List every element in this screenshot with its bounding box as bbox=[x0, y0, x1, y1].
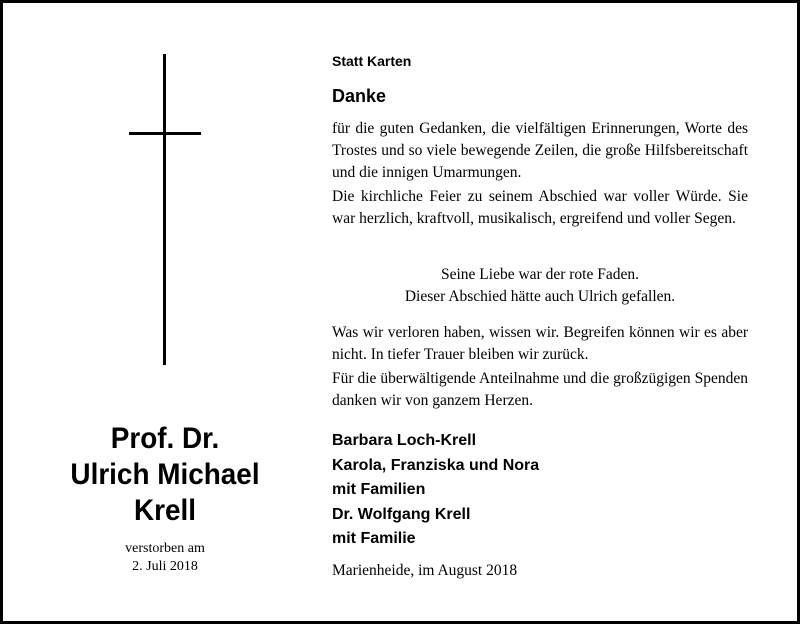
signer: Dr. Wolfgang Krell bbox=[332, 505, 471, 523]
paragraph-gratitude: Für die überwältigende Anteilnahme und die großzügigen Spenden danken wir von ganzem Herzen. bbox=[332, 370, 748, 409]
paragraph-loss: Was wir verloren haben, wissen wir. Begreifen können wir es aber nicht. In tiefer Trauer bleiben wir zurück. bbox=[332, 324, 748, 363]
signers-list bbox=[332, 429, 748, 552]
paragraph-thanks: für die guten Gedanken, die vielfältigen Erinnerungen, Worte des Trostes und so viele bewegende Zeilen, die große Hilfsbereitschaft und die innigen Umarmungen. bbox=[332, 120, 748, 181]
quote-line: Dieser Abschied hätte auch Ulrich gefallen. bbox=[404, 288, 676, 305]
signer: mit Familien bbox=[332, 481, 426, 498]
quote bbox=[332, 264, 748, 308]
deceased-name bbox=[52, 421, 279, 529]
name-line-family: Krell bbox=[133, 494, 197, 527]
name-line-given: Ulrich Michael bbox=[70, 458, 260, 491]
name-line-title: Prof. Dr. bbox=[110, 422, 220, 455]
died-label: verstorben am bbox=[125, 541, 205, 556]
died-date: 2. Juli 2018 bbox=[132, 559, 198, 574]
quote-line: Seine Liebe war der rote Faden. bbox=[441, 266, 639, 283]
heading: Danke bbox=[332, 86, 387, 106]
cross-icon bbox=[163, 54, 166, 365]
signer: Barbara Loch-Krell bbox=[332, 432, 477, 449]
signer: mit Familie bbox=[332, 530, 416, 547]
signer: Karola, Franziska und Nora bbox=[332, 456, 540, 474]
paragraph-ceremony: Die kirchliche Feier zu seinem Abschied war voller Würde. Sie war herzlich, kraftvoll, musikalisch, ergreifend und voller Segen. bbox=[332, 188, 748, 227]
cross-icon-bar bbox=[129, 132, 201, 135]
header-label: Statt Karten bbox=[332, 53, 412, 69]
place-date: Marienheide, im August 2018 bbox=[332, 562, 518, 579]
death-info bbox=[63, 540, 267, 576]
